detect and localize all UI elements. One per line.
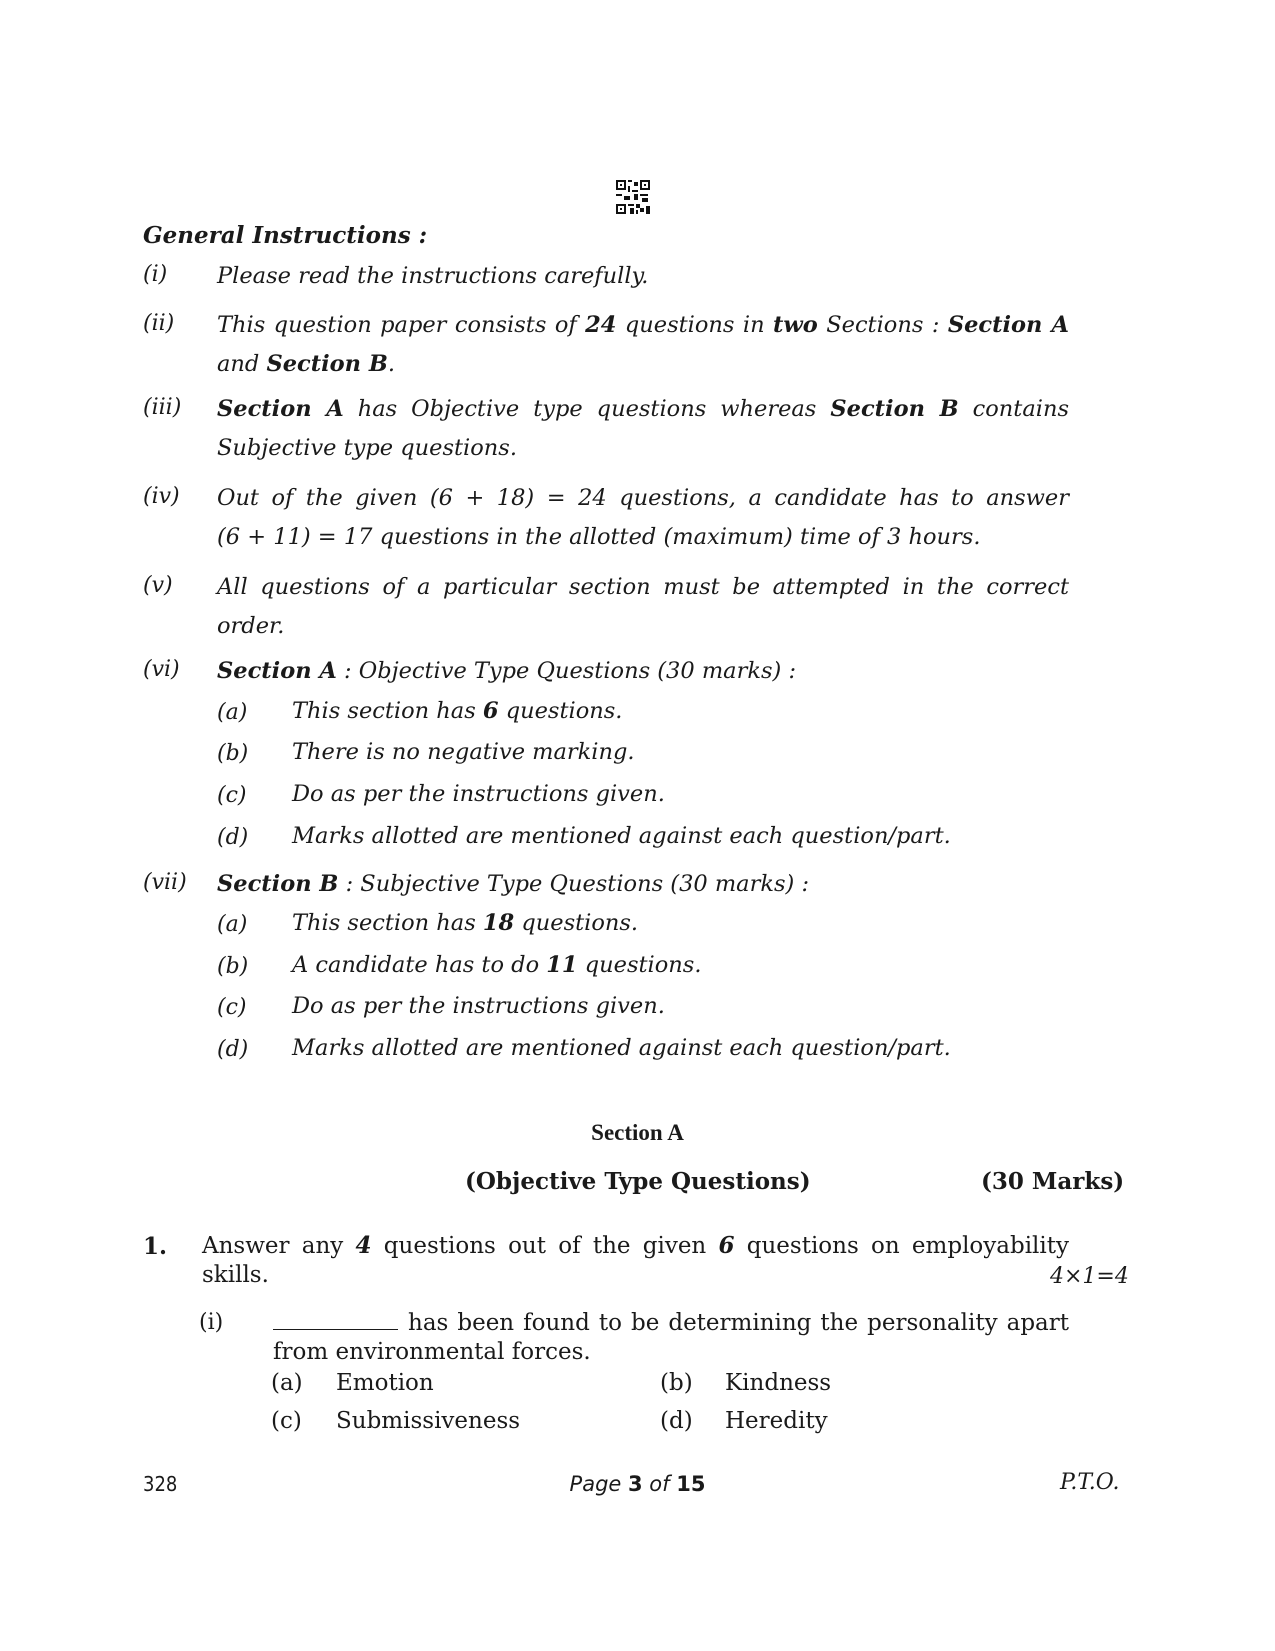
question-marks: 4×1=4	[1050, 1264, 1129, 1289]
section-a-marks: (30 Marks)	[981, 1168, 1125, 1195]
instruction-text: Subjective type questions.	[217, 435, 517, 461]
question-text: skills.	[202, 1262, 269, 1288]
sub-item-letter: (c)	[217, 995, 247, 1020]
instruction-text: Please read the instructions carefully.	[217, 263, 649, 289]
answer-blank	[273, 1311, 398, 1330]
sub-item-letter: (a)	[217, 700, 248, 725]
instruction-number: (i)	[143, 262, 168, 287]
sub-item-text: Marks allotted are mentioned against each question/part.	[292, 1035, 951, 1061]
sub-item-letter: (d)	[217, 825, 249, 850]
option-text: Kindness	[725, 1370, 832, 1396]
sub-question-text: from environmental forces.	[273, 1339, 591, 1365]
section-a-title: Section A	[591, 1120, 684, 1145]
sub-item-text: Do as per the instructions given.	[292, 781, 665, 807]
instruction-text: and Section B.	[217, 351, 396, 377]
instruction-number: (iii)	[143, 395, 182, 420]
option-label: (c)	[271, 1408, 302, 1434]
question-number: 1.	[143, 1233, 168, 1260]
instruction-number: (vi)	[143, 657, 180, 682]
subject-code: 328	[143, 1472, 178, 1496]
sub-item-letter: (d)	[217, 1037, 249, 1062]
sub-item-text: Do as per the instructions given.	[292, 993, 665, 1019]
option-label: (b)	[660, 1370, 693, 1396]
sub-item-text: Marks allotted are mentioned against each question/part.	[292, 823, 951, 849]
option-text: Heredity	[725, 1408, 828, 1434]
instruction-number: (iv)	[143, 484, 180, 509]
qr-code-icon	[616, 180, 650, 214]
question-text: Answer any 4 questions out of the given 6 questions on employability	[202, 1232, 1070, 1259]
option-text: Emotion	[336, 1370, 434, 1396]
section-a-subtitle: (Objective Type Questions)	[465, 1168, 811, 1195]
sub-item-text: There is no negative marking.	[292, 739, 635, 765]
option-text: Submissiveness	[336, 1408, 521, 1434]
instruction-text: Out of the given (6 + 18) = 24 questions, a candidate has to answer	[217, 485, 1069, 511]
sub-item-letter: (c)	[217, 783, 247, 808]
instruction-text: Section A has Objective type questions whereas Section B contains	[217, 396, 1069, 422]
sub-item-letter: (b)	[217, 741, 249, 766]
instruction-number: (vii)	[143, 870, 187, 895]
instruction-number: (ii)	[143, 311, 175, 336]
option-label: (d)	[660, 1408, 693, 1434]
instruction-text: All questions of a particular section must be attempted in the correct	[217, 574, 1069, 600]
sub-item-text: This section has 6 questions.	[292, 698, 623, 724]
option-label: (a)	[271, 1370, 303, 1396]
instruction-heading: Section A : Objective Type Questions (30 marks) :	[217, 658, 797, 684]
sub-question-text: has been found to be determining the personality apart	[273, 1307, 1069, 1339]
sub-item-letter: (a)	[217, 912, 248, 937]
pto-label: P.T.O.	[1060, 1470, 1120, 1495]
page-number: Page 3 of 15	[569, 1472, 706, 1496]
sub-question-number: (i)	[199, 1310, 224, 1335]
sub-item-letter: (b)	[217, 954, 249, 979]
instruction-text: This question paper consists of 24 questions in two Sections : Section A	[217, 312, 1069, 338]
instruction-text: order.	[217, 613, 285, 639]
general-instructions-title: General Instructions :	[143, 222, 428, 249]
sub-item-text: A candidate has to do 11 questions.	[292, 952, 702, 978]
instruction-heading: Section B : Subjective Type Questions (30 marks) :	[217, 871, 810, 897]
instruction-text: (6 + 11) = 17 questions in the allotted (maximum) time of 3 hours.	[217, 524, 981, 550]
instruction-number: (v)	[143, 573, 173, 598]
sub-item-text: This section has 18 questions.	[292, 910, 639, 936]
